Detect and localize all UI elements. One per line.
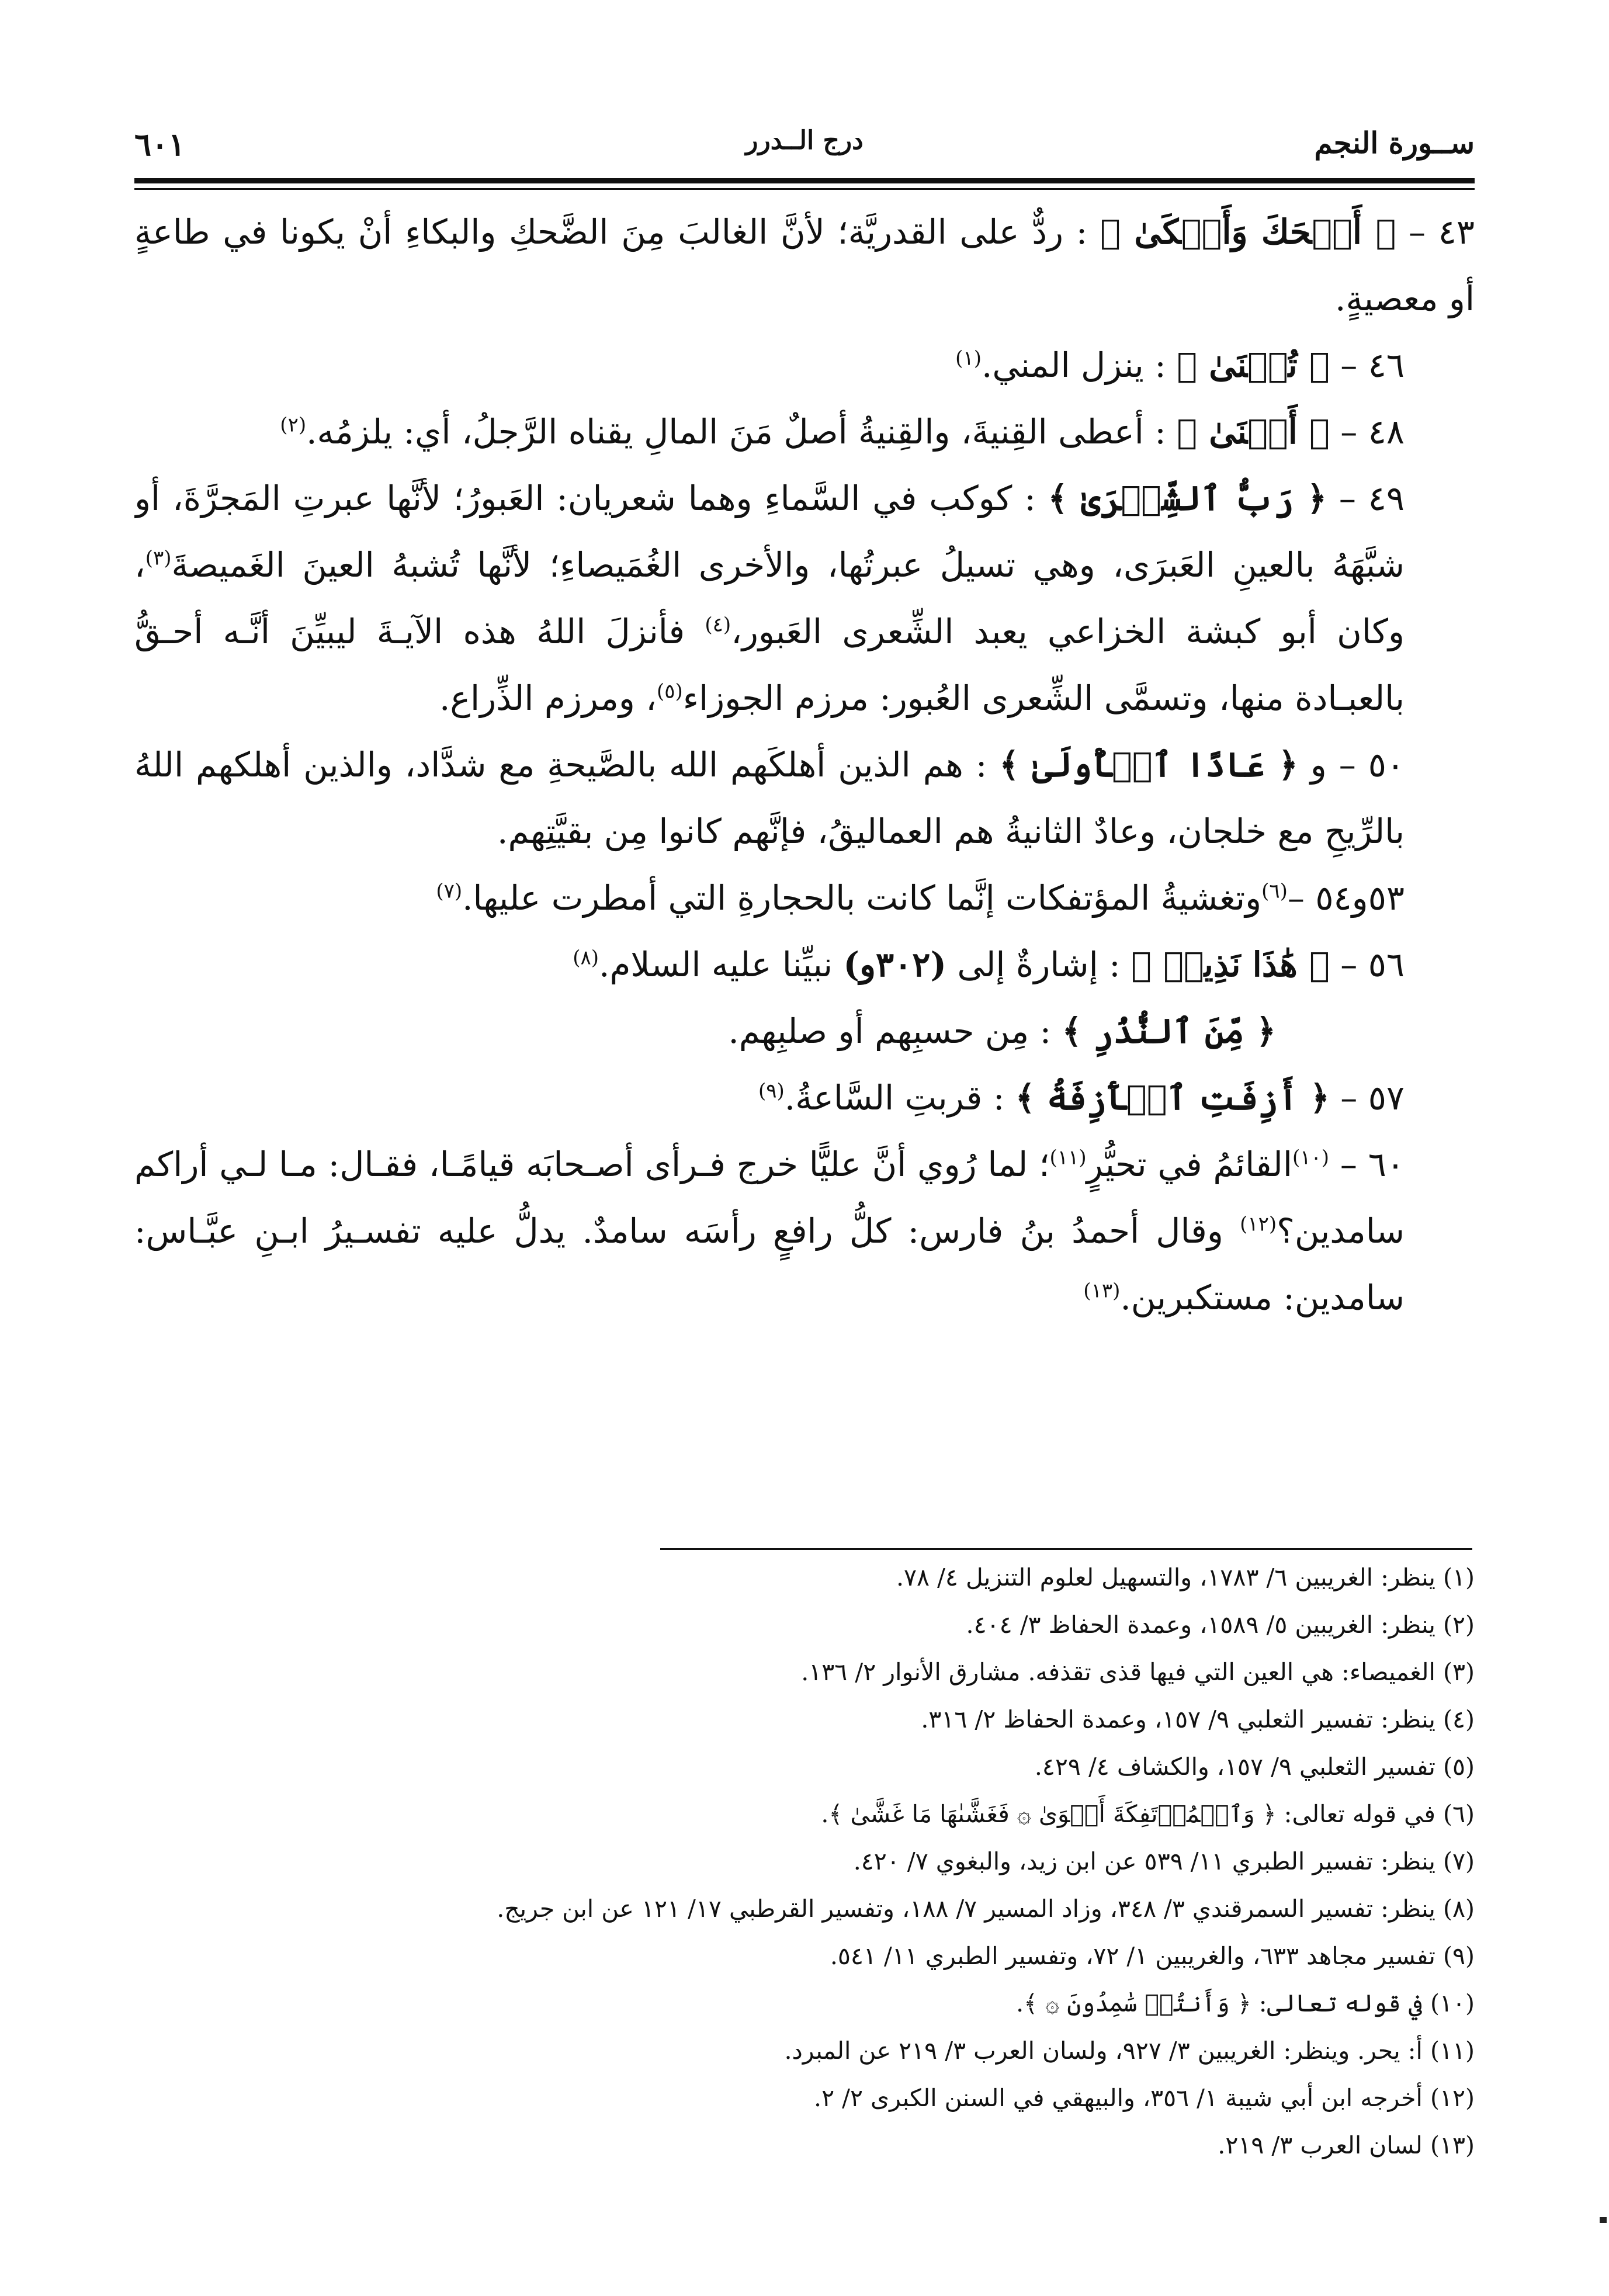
entry-number: ٥٣و٥٤ – bbox=[1287, 878, 1405, 918]
footnote-ref: (١٣) bbox=[1083, 1279, 1121, 1303]
surah-title: ســورة النجم bbox=[1314, 126, 1475, 160]
entry-53-54 bbox=[134, 865, 1475, 931]
entry-text: وقال أحمدُ بنُ فارس: كلُّ رافعٍ رأسَه سامدٌ. يدلُّ عليه تفسـيرُ ابـنِ عبَّـاس: سامدين: مستكبرين. bbox=[134, 1211, 1405, 1317]
footnote-ref: (٩) bbox=[758, 1079, 785, 1103]
quran-verse: ﴿ هَٰذَا نَذِيرٞ ﴾ bbox=[1131, 945, 1330, 984]
scan-artifact bbox=[1600, 2217, 1607, 2223]
entry-number: ٥٠ – و bbox=[1310, 745, 1405, 785]
entry-48 bbox=[134, 398, 1475, 465]
entry-number: ٤٣ – bbox=[1409, 212, 1475, 252]
footnote-ref: (١٠) bbox=[1292, 1146, 1330, 1170]
quran-verse: ﴿ أَزِفَتِ ٱلۡأٓزِفَةُ ﴾ bbox=[1015, 1078, 1330, 1118]
footnote: (٦) في قوله تعالى: ﴿ وَٱلۡمُؤۡتَفِكَةَ أَهۡوَىٰ ۞ فَغَشَّىٰهَا مَا غَشَّىٰ ﴾. bbox=[821, 1800, 1475, 1828]
footnotes bbox=[154, 1554, 1475, 2278]
footnote-ref: (١) bbox=[955, 346, 982, 370]
footnote: (١) ينظر: الغريبين ٦/ ١٧٨٣، والتسهيل لعلوم التنزيل ٤/ ٧٨. bbox=[896, 1563, 1475, 1591]
entry-text: ؛ لما رُوي أنَّ عليًّا خرج فـرأى أصـحابَه قيامًـا، فقـال: مـا لـي أراكم سامدين؟ bbox=[134, 1144, 1405, 1251]
footnote-ref: (٨) bbox=[573, 946, 599, 970]
footnote: (٧) ينظر: تفسير الطبري ١١/ ٥٣٩ عن ابن زيد، والبغوي ٧/ ٤٢٠. bbox=[853, 1847, 1475, 1875]
footnote: (٣) الغميصاء: هي العين التي فيها قذى تقذفه. مشارق الأنوار ٢/ ١٣٦. bbox=[801, 1658, 1475, 1686]
entry-text: : ينزل المني. bbox=[981, 345, 1166, 385]
footnote-ref: (٧) bbox=[436, 879, 463, 903]
footnote-ref: (١١) bbox=[1049, 1146, 1087, 1170]
quran-verse: ﴿ أَضۡحَكَ وَأَبۡكَىٰ ﴾ bbox=[1100, 212, 1396, 252]
footnote-separator bbox=[660, 1548, 1472, 1550]
header-rule-thick bbox=[134, 178, 1475, 183]
footnote: (١٢) أخرجه ابن أبي شيبة ١/ ٣٥٦، والبيهقي في السنن الكبرى ٢/ ٢. bbox=[814, 2084, 1475, 2112]
entry-text: : ردٌّ على القدريَّة؛ لأنَّ الغالبَ مِنَ الضَّحكِ والبكاءِ أنْ يكونا في طاعةٍ أو معصيةٍ. bbox=[134, 212, 1475, 318]
entry-number: ٤٨ – bbox=[1340, 412, 1405, 452]
footnote: (٨) ينظر: تفسير السمرقندي ٣/ ٣٤٨، وزاد المسير ٧/ ١٨٨، وتفسير القرطبي ١٧/ ١٢١ عن ابن جريج. bbox=[497, 1895, 1475, 1923]
entry-text: القائمُ في تحيُّرٍ bbox=[1086, 1144, 1292, 1184]
entry-number: ٥٦ – bbox=[1340, 945, 1405, 984]
footnote: (٥) تفسير الثعلبي ٩/ ١٥٧، والكشاف ٤/ ٤٢٩. bbox=[1034, 1753, 1475, 1781]
entry-number: ٦٠ – bbox=[1340, 1144, 1405, 1184]
book-title: درج الــدرر bbox=[745, 126, 864, 155]
entry-text: ، وكان أبو كبشة الخزاعي يعبد الشِّعرى العَبور، bbox=[134, 545, 1405, 651]
entry-text: نبيِّنا عليه السلام. bbox=[599, 945, 833, 984]
entry-57 bbox=[134, 1064, 1475, 1131]
quran-verse: ﴿ رَبُّ ٱلشِّعۡرَىٰ ﴾ bbox=[1048, 478, 1327, 518]
entry-text: : كوكب في السَّماءِ وهما شعريان: العَبورُ؛ لأنَّها عبرتِ المَجرَّةَ، أو شبَّهَهُ بالعينِ العَبرَى، وهي تسيلُ عبرتُها، والأخرى الغُمَيصاءِ؛ لأنَّها تُشبهُ العينَ الغَميصةَ bbox=[134, 478, 1405, 585]
entry-50 bbox=[134, 731, 1475, 865]
entry-49 bbox=[134, 465, 1475, 731]
footnote: (٢) ينظر: الغريبين ٥/ ١٥٨٩، وعمدة الحفاظ ٣/ ٤٠٤. bbox=[966, 1611, 1475, 1639]
quran-verse: ﴿ عَادًا ٱلۡأُولَىٰ ﴾ bbox=[999, 745, 1298, 785]
entry-43 bbox=[134, 199, 1475, 332]
footnote: (١٣) لسان العرب ٣/ ٢١٩. bbox=[1218, 2131, 1475, 2159]
main-text bbox=[134, 199, 1475, 1344]
footnote-ref: (٦) bbox=[1261, 879, 1288, 903]
entry-text: : مِن حسبِهم أو صلبِهم. bbox=[728, 1011, 1052, 1051]
footnote: (١١) أ: يحر. وينظر: الغريبين ٣/ ٩٢٧، ولسان العرب ٣/ ٢١٩ عن المبرد. bbox=[784, 2037, 1475, 2065]
entry-60 bbox=[134, 1131, 1475, 1331]
footnote-ref: (٢) bbox=[280, 413, 307, 437]
entry-56 bbox=[134, 931, 1475, 998]
footnote-ref: (٤) bbox=[705, 613, 731, 637]
entry-text: ، ومرزم الذِّراع. bbox=[439, 678, 657, 718]
footnote-ref: (٣) bbox=[145, 546, 172, 570]
entry-text: : هم الذين أهلكَهم الله بالصَّيحةِ مع شدَّاد، والذين أهلكهم اللهُ بالرِّيحِ مع خلجان، وعادٌ الثانيةُ هم العماليقُ، فإنَّهم كانوا مِن بقيَّتِهم. bbox=[134, 745, 1405, 851]
footnote-ref: (١٢) bbox=[1240, 1212, 1277, 1236]
entry-text: : قربتِ السَّاعةُ. bbox=[784, 1078, 1005, 1118]
quran-verse: ﴿ أَقۡنَىٰ ﴾ bbox=[1177, 412, 1330, 452]
entry-text: : أعطى القِنيةَ، والقِنيةُ أصلٌ مَنَ المالِ يقناه الرَّجلُ، أي: يلزمُه. bbox=[306, 412, 1166, 452]
manuscript-folio-marker: (٣٠٢و) bbox=[843, 945, 946, 984]
page-number: ٦٠١ bbox=[134, 126, 186, 163]
quran-verse: ﴿ تُمۡنَىٰ ﴾ bbox=[1177, 345, 1330, 385]
footnote: (٤) ينظر: تفسير الثعلبي ٩/ ١٥٧، وعمدة الحفاظ ٢/ ٣١٦. bbox=[921, 1705, 1475, 1733]
footnote-ref: (٥) bbox=[657, 679, 683, 703]
entry-number: ٤٩ – bbox=[1338, 478, 1405, 518]
footnote: (١٠) في قوله تعالى: ﴿ وَأَنتُمۡ سَٰمِدُونَ ۞ ﴾. bbox=[1016, 1989, 1475, 2017]
entry-text: وتغشيةُ المؤتفكات إنَّما كانت بالحجارةِ التي أمطرت عليها. bbox=[462, 878, 1262, 918]
entry-text: : إشارةٌ إلى bbox=[957, 945, 1121, 984]
running-header bbox=[134, 126, 1475, 181]
entry-56-continued bbox=[134, 998, 1475, 1064]
header-rule-thin bbox=[134, 188, 1475, 190]
entry-number: ٥٧ – bbox=[1340, 1078, 1405, 1118]
quran-verse: ﴿ مِّنَ ٱلنُّذُرِ ﴾ bbox=[1062, 1011, 1276, 1051]
entry-46 bbox=[134, 332, 1475, 398]
entry-text: فأنزلَ اللهُ هذه الآيـةَ ليبيِّنَ أنَّـه أحـقُّ بالعبـادة منها، وتسمَّى الشِّعرى العُبور: مرزم الجوزاء bbox=[134, 612, 1405, 718]
footnote: (٩) تفسير مجاهد ٦٣٣، والغريبين ١/ ٧٢، وتفسير الطبري ١١/ ٥٤١. bbox=[830, 1942, 1475, 1970]
entry-number: ٤٦ – bbox=[1340, 345, 1405, 385]
